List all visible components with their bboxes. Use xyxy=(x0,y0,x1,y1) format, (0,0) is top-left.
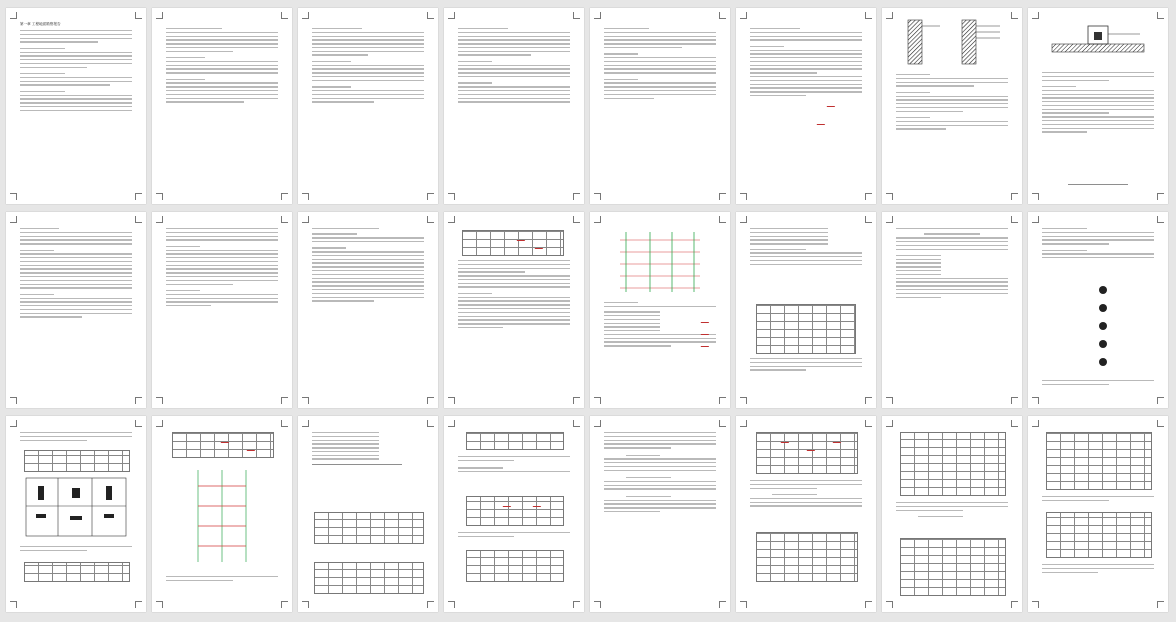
page-thumb[interactable] xyxy=(736,8,876,204)
page-thumb[interactable] xyxy=(1028,8,1168,204)
page-thumb[interactable] xyxy=(736,212,876,408)
frame-grid-figure xyxy=(192,466,252,566)
data-table xyxy=(1046,432,1152,490)
page-thumb[interactable] xyxy=(6,8,146,204)
data-table xyxy=(900,538,1006,596)
frame-grid-figure xyxy=(616,230,704,294)
page-thumb[interactable] xyxy=(590,416,730,612)
data-table xyxy=(24,562,130,582)
data-table xyxy=(314,562,424,594)
data-table xyxy=(466,550,564,582)
page-thumb[interactable] xyxy=(152,8,292,204)
page-thumb[interactable] xyxy=(1028,212,1168,408)
page-thumb[interactable] xyxy=(882,416,1022,612)
page-heading: 第一章 工程地质勘察报告 xyxy=(20,22,61,26)
page-thumb[interactable] xyxy=(6,416,146,612)
page-thumb[interactable] xyxy=(444,8,584,204)
data-table xyxy=(172,432,274,458)
section-diagram xyxy=(24,476,128,538)
data-table xyxy=(466,496,564,526)
page-thumb[interactable] xyxy=(1028,416,1168,612)
data-table xyxy=(756,532,858,582)
page-thumb[interactable] xyxy=(736,416,876,612)
data-table xyxy=(1046,512,1152,558)
wall-section-figure xyxy=(900,18,1004,66)
page-thumb[interactable] xyxy=(298,212,438,408)
page-thumb[interactable] xyxy=(882,8,1022,204)
data-table xyxy=(466,432,564,450)
page-thumb[interactable] xyxy=(444,212,584,408)
data-table xyxy=(462,230,564,256)
data-table xyxy=(900,432,1006,496)
page-thumb[interactable] xyxy=(590,8,730,204)
page-thumb[interactable] xyxy=(444,416,584,612)
data-table xyxy=(24,450,130,472)
data-table xyxy=(756,304,856,354)
data-table xyxy=(314,512,424,544)
detail-figure xyxy=(1050,20,1146,64)
page-thumb[interactable] xyxy=(298,416,438,612)
page-thumb[interactable] xyxy=(152,416,292,612)
page-thumb[interactable] xyxy=(152,212,292,408)
page-thumb[interactable] xyxy=(590,212,730,408)
page-thumb[interactable] xyxy=(298,8,438,204)
page-thumb[interactable] xyxy=(6,212,146,408)
dot-list-figure xyxy=(1088,282,1118,372)
page-thumb[interactable] xyxy=(882,212,1022,408)
